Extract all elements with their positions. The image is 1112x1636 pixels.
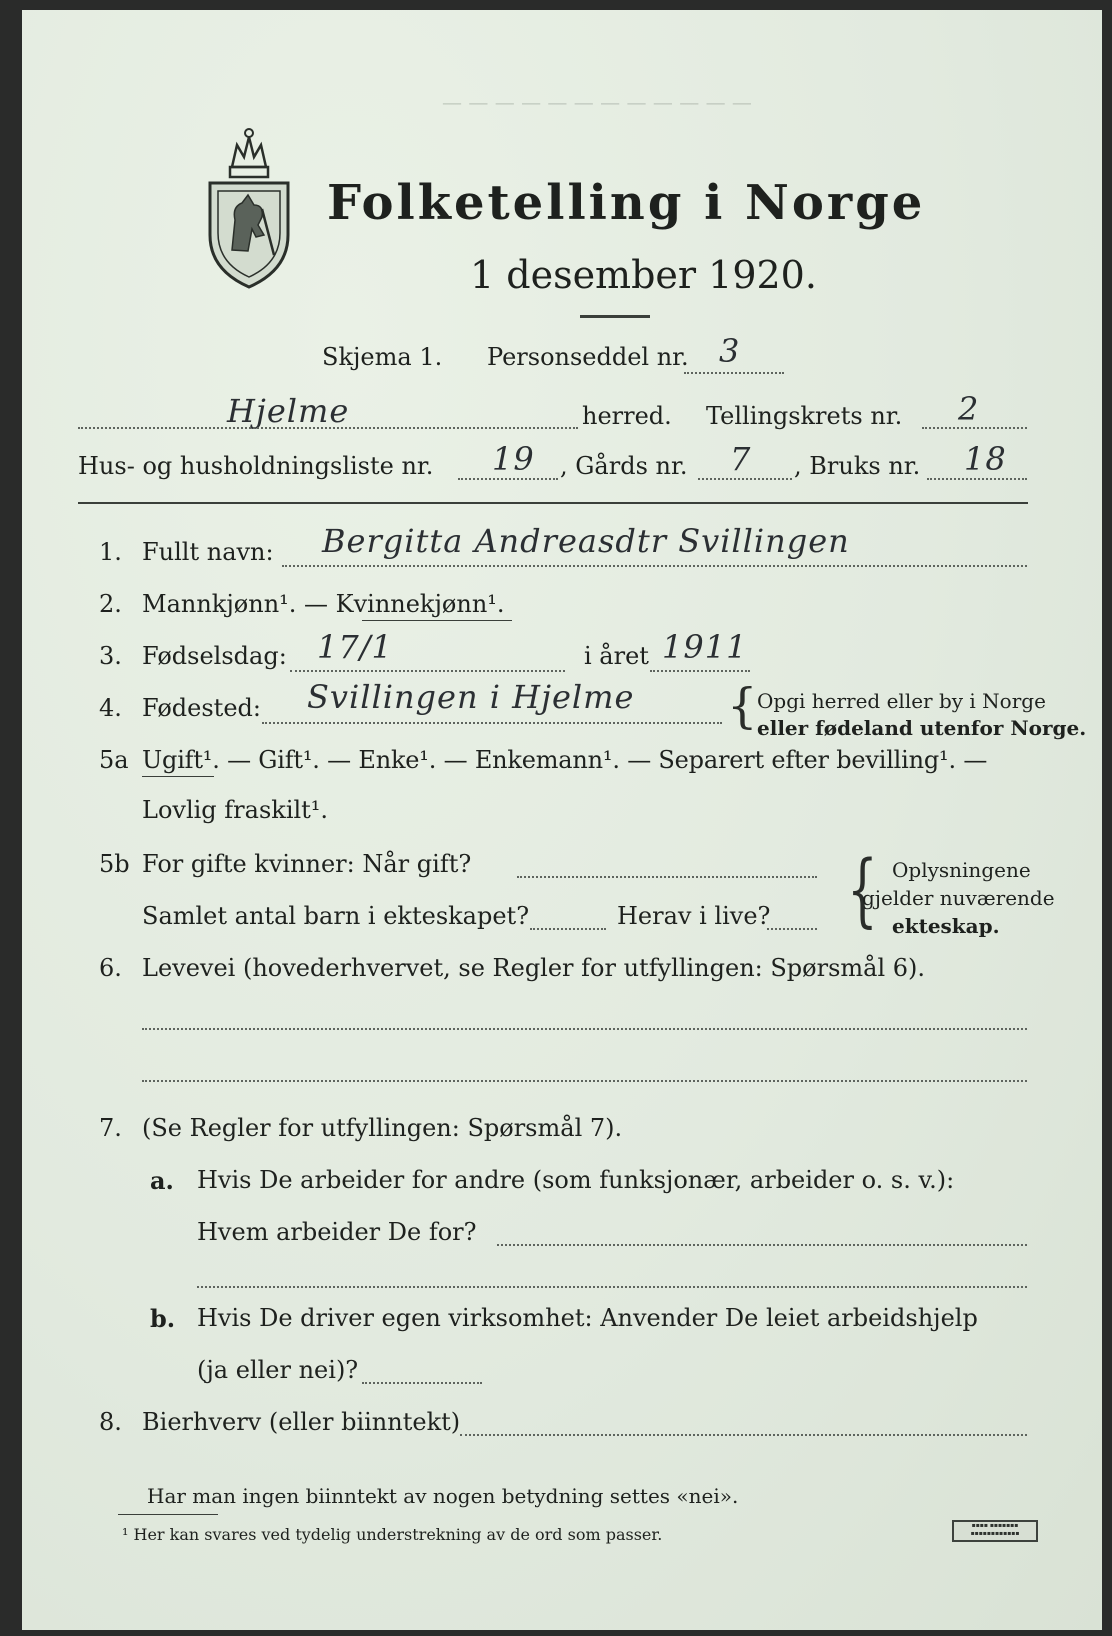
herred-value: Hjelme bbox=[227, 392, 350, 430]
q1-value: Bergitta Andreasdtr Svillingen bbox=[322, 522, 850, 560]
q3-dotted-line bbox=[290, 670, 565, 672]
hus-label: Hus- og husholdningsliste nr. bbox=[78, 452, 434, 480]
q7a-label-line2: Hvem arbeider De for? bbox=[197, 1218, 477, 1246]
q7b-label: Hvis De driver egen virksomhet: Anvender De leiet arbeidshjelp bbox=[197, 1304, 978, 1332]
q7a-answer-line2 bbox=[197, 1286, 1027, 1288]
norway-coat-of-arms-icon bbox=[202, 125, 297, 290]
personseddel-value: 3 bbox=[719, 332, 741, 370]
gards-label: , Gårds nr. bbox=[560, 452, 688, 480]
q5b-number: 5b bbox=[99, 850, 130, 878]
hus-value: 19 bbox=[492, 440, 535, 478]
q5b-alive-dotted-line bbox=[767, 928, 817, 930]
q4-brace: { bbox=[727, 678, 758, 734]
footnote: ¹ Her kan svares ved tydelig understrekning av de ord som passer. bbox=[122, 1525, 663, 1544]
gards-dotted-line bbox=[698, 478, 792, 480]
q2-label: Mannkjønn¹. — Kvinnekjønn¹. bbox=[142, 590, 505, 618]
q5b-note-line1: Oplysningene bbox=[892, 858, 1031, 882]
q5a-label-line2: Lovlig fraskilt¹. bbox=[142, 796, 329, 824]
q4-dotted-line bbox=[262, 722, 722, 724]
q8-number: 8. bbox=[99, 1408, 122, 1436]
q3-year-dotted-line bbox=[650, 670, 750, 672]
q5b-children-dotted-line bbox=[530, 928, 606, 930]
q3-label: Fødselsdag: bbox=[142, 642, 287, 670]
q5b-married-dotted-line bbox=[517, 876, 817, 878]
q1-number: 1. bbox=[99, 538, 122, 566]
q3-year-label: i året bbox=[584, 642, 649, 670]
bleed-through-text: — — — — — — — — — — — — bbox=[442, 90, 752, 114]
q5b-note-line3: ekteskap. bbox=[892, 914, 1000, 938]
q5a-underline-ugift bbox=[142, 776, 214, 777]
q8-label: Bierhverv (eller biinntekt) bbox=[142, 1408, 461, 1436]
bruks-value: 18 bbox=[964, 440, 1007, 478]
q4-number: 4. bbox=[99, 694, 122, 722]
tellingskrets-label: Tellingskrets nr. bbox=[706, 402, 903, 430]
herred-label: herred. bbox=[582, 402, 672, 430]
q1-label: Fullt navn: bbox=[142, 538, 274, 566]
q7-number: 7. bbox=[99, 1114, 122, 1142]
q6-number: 6. bbox=[99, 954, 122, 982]
q3-year-value: 1911 bbox=[662, 628, 748, 666]
q4-note-line2: eller fødeland utenfor Norge. bbox=[757, 716, 1087, 740]
gards-value: 7 bbox=[730, 440, 752, 478]
q7a-label: Hvis De arbeider for andre (som funksjonær, arbeider o. s. v.): bbox=[197, 1166, 955, 1194]
q5a-number: 5a bbox=[99, 746, 129, 774]
footnote-rule bbox=[118, 1514, 218, 1515]
form-title: Folketelling i Norge bbox=[327, 175, 926, 231]
q2-underline-kvinnekjonn bbox=[362, 620, 512, 621]
personseddel-dotted-line bbox=[684, 372, 784, 374]
schema-label: Skjema 1. bbox=[322, 343, 443, 371]
bruks-label: , Bruks nr. bbox=[794, 452, 921, 480]
form-date: 1 desember 1920. bbox=[470, 253, 817, 297]
q6-label: Levevei (hovederhvervet, se Regler for utfyllingen: Spørsmål 6). bbox=[142, 954, 926, 982]
q5b-brace: { bbox=[847, 843, 878, 936]
title-rule bbox=[580, 315, 650, 318]
q5b-label-line2: Samlet antal barn i ekteskapet? bbox=[142, 902, 530, 930]
q6-answer-line1 bbox=[142, 1028, 1027, 1030]
q3-number: 3. bbox=[99, 642, 122, 670]
q5b-label-line1: For gifte kvinner: Når gift? bbox=[142, 850, 472, 878]
q5a-label: Ugift¹. — Gift¹. — Enke¹. — Enkemann¹. — Separert efter bevilling¹. — bbox=[142, 746, 988, 774]
q3-value: 17/1 bbox=[317, 628, 393, 666]
q5b-note-line2: gjelder nuværende bbox=[862, 886, 1055, 910]
census-form bbox=[22, 10, 1102, 1630]
q2-number: 2. bbox=[99, 590, 122, 618]
q4-value: Svillingen i Hjelme bbox=[307, 678, 635, 716]
q7a-dotted-line bbox=[497, 1244, 1027, 1246]
tellingskrets-dotted-line bbox=[922, 427, 1027, 429]
header-divider bbox=[78, 502, 1028, 504]
q1-dotted-line bbox=[282, 565, 1027, 567]
bruks-dotted-line bbox=[927, 478, 1027, 480]
q7b-label-line2: (ja eller nei)? bbox=[197, 1356, 359, 1384]
footer-note: Har man ingen biinntekt av nogen betydning settes «nei». bbox=[147, 1484, 739, 1508]
q6-answer-line2 bbox=[142, 1080, 1027, 1082]
q4-label: Fødested: bbox=[142, 694, 261, 722]
hus-dotted-line bbox=[458, 478, 558, 480]
q7-label: (Se Regler for utfyllingen: Spørsmål 7). bbox=[142, 1114, 623, 1142]
herred-dotted-line bbox=[78, 427, 578, 429]
q4-note-line1: Opgi herred eller by i Norge bbox=[757, 689, 1046, 713]
q7a-letter: a. bbox=[150, 1166, 174, 1195]
personseddel-label: Personseddel nr. bbox=[487, 343, 689, 371]
q5b-label-line3: Herav i live? bbox=[617, 902, 771, 930]
q8-dotted-line bbox=[460, 1434, 1027, 1436]
q7b-letter: b. bbox=[150, 1304, 176, 1333]
tellingskrets-value: 2 bbox=[958, 390, 980, 428]
printer-stamp: ▪▪▪▪ ▪▪▪▪▪▪▪ ▪▪▪▪▪▪▪▪▪▪▪▪ bbox=[952, 1520, 1038, 1542]
q7b-dotted-line bbox=[362, 1382, 482, 1384]
